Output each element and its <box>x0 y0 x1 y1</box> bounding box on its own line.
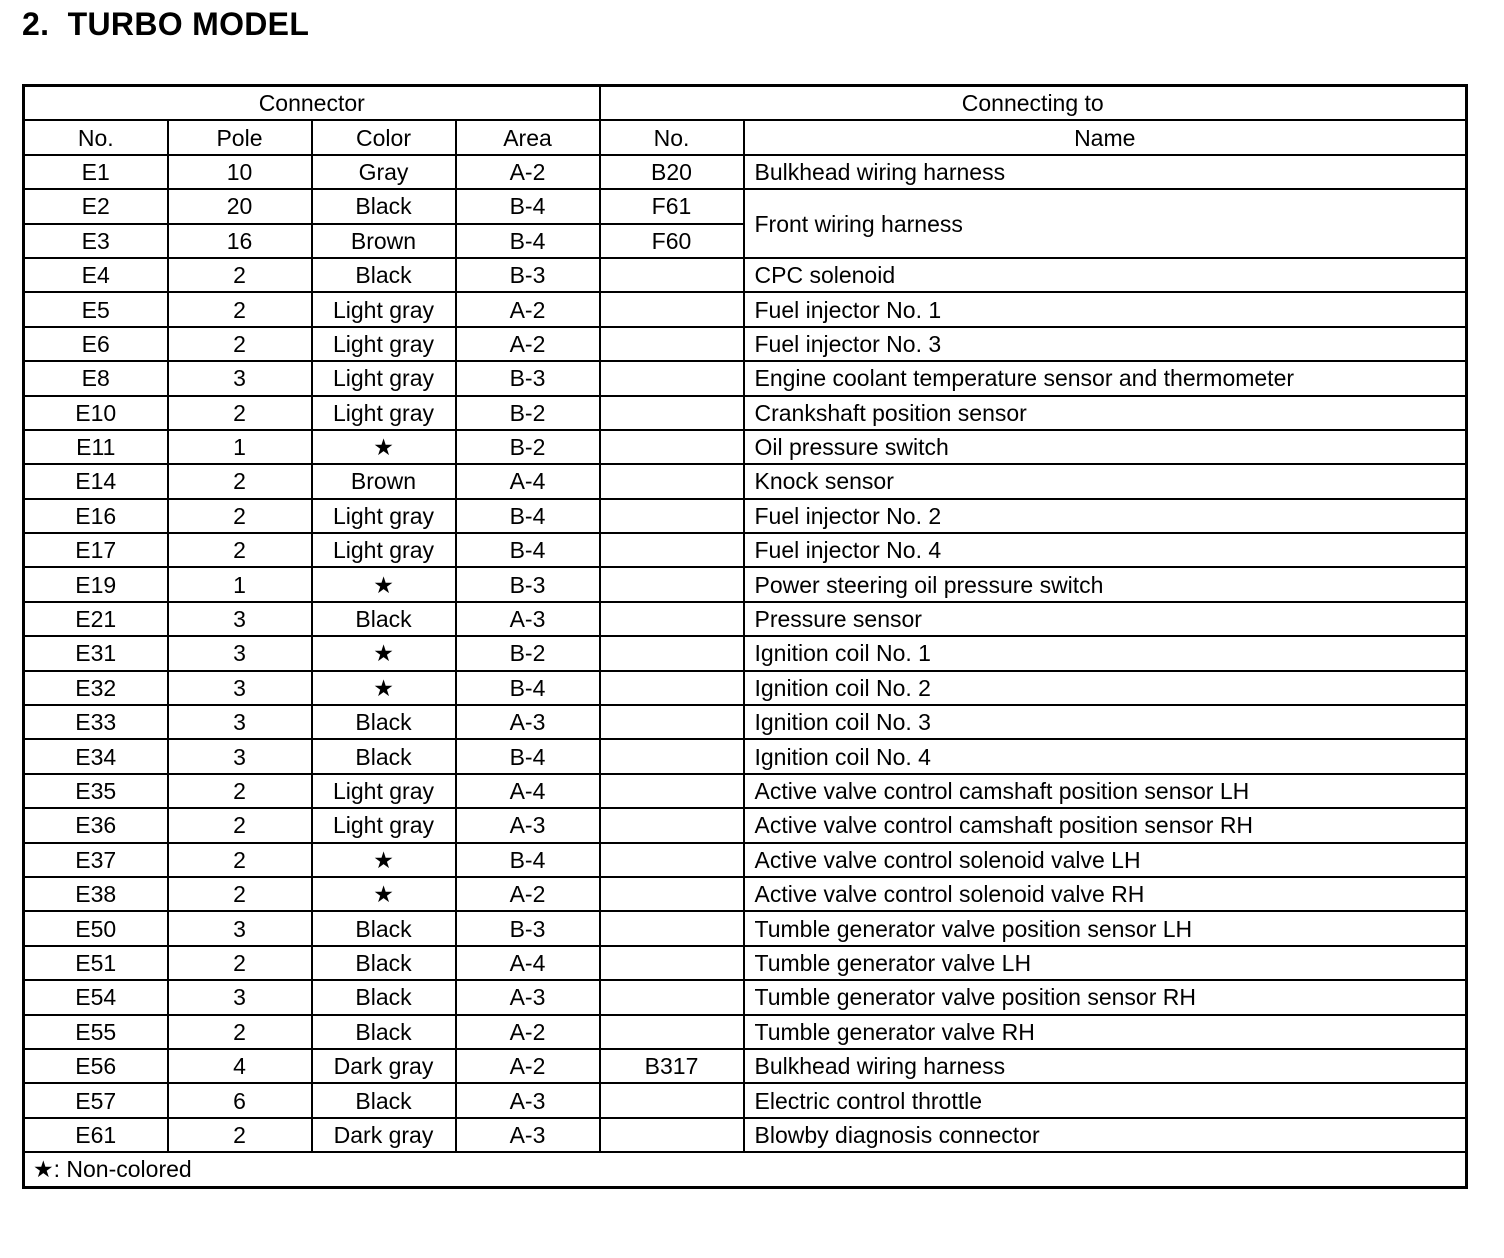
connector-no-cell: E36 <box>24 808 168 842</box>
table-row <box>24 877 1467 911</box>
name-cell: Knock sensor <box>744 464 1467 498</box>
pole-cell: 3 <box>168 911 312 945</box>
connecting-no-cell <box>600 464 744 498</box>
name-cell: Active valve control camshaft position sensor LH <box>744 774 1467 808</box>
connector-no-cell: E4 <box>24 258 168 292</box>
connector-no-cell: E32 <box>24 671 168 705</box>
connector-no-cell: E1 <box>24 155 168 189</box>
area-cell: A-3 <box>456 705 600 739</box>
connector-no-cell: E55 <box>24 1015 168 1049</box>
table-row <box>24 155 1467 189</box>
table-row <box>24 911 1467 945</box>
name-cell: Electric control throttle <box>744 1083 1467 1117</box>
area-cell: A-4 <box>456 946 600 980</box>
connector-no-cell: E54 <box>24 980 168 1014</box>
pole-cell: 2 <box>168 1015 312 1049</box>
connecting-no-cell <box>600 1083 744 1117</box>
color-cell: ★ <box>312 877 456 911</box>
connecting-no-cell: F61 <box>600 189 744 223</box>
connecting-no-cell <box>600 739 744 773</box>
table-row <box>24 705 1467 739</box>
area-cell: A-2 <box>456 1015 600 1049</box>
connector-no-cell: E31 <box>24 636 168 670</box>
table-row <box>24 1049 1467 1083</box>
name-cell: Fuel injector No. 2 <box>744 499 1467 533</box>
connecting-no-cell <box>600 946 744 980</box>
name-cell: Tumble generator valve RH <box>744 1015 1467 1049</box>
connector-no-cell: E14 <box>24 464 168 498</box>
connector-group-header: Connector <box>24 86 600 121</box>
column-header-pole: Pole <box>168 120 312 154</box>
connector-no-cell: E34 <box>24 739 168 773</box>
color-cell: Gray <box>312 155 456 189</box>
pole-cell: 3 <box>168 361 312 395</box>
connecting-no-cell <box>600 1118 744 1152</box>
table-row <box>24 396 1467 430</box>
name-cell: Ignition coil No. 4 <box>744 739 1467 773</box>
connector-no-cell: E8 <box>24 361 168 395</box>
pole-cell: 2 <box>168 292 312 326</box>
name-cell: Ignition coil No. 3 <box>744 705 1467 739</box>
connecting-no-cell <box>600 705 744 739</box>
area-cell: B-4 <box>456 224 600 258</box>
connecting-no-cell <box>600 843 744 877</box>
connecting-no-cell <box>600 980 744 1014</box>
color-cell: Black <box>312 602 456 636</box>
connecting-no-cell <box>600 774 744 808</box>
connector-no-cell: E61 <box>24 1118 168 1152</box>
table-row <box>24 1015 1467 1049</box>
connector-no-cell: E17 <box>24 533 168 567</box>
connecting-no-cell <box>600 361 744 395</box>
connecting-to-group-header: Connecting to <box>600 86 1467 121</box>
table-row <box>24 1083 1467 1117</box>
color-cell: Brown <box>312 464 456 498</box>
color-cell: ★ <box>312 843 456 877</box>
pole-cell: 2 <box>168 774 312 808</box>
table-row <box>24 774 1467 808</box>
connecting-no-cell <box>600 911 744 945</box>
footnote: ★: Non-colored <box>24 1152 1467 1187</box>
column-header-row <box>24 120 1467 154</box>
connector-no-cell: E11 <box>24 430 168 464</box>
table-row <box>24 671 1467 705</box>
area-cell: B-2 <box>456 396 600 430</box>
name-cell: Ignition coil No. 2 <box>744 671 1467 705</box>
pole-cell: 2 <box>168 533 312 567</box>
pole-cell: 2 <box>168 808 312 842</box>
pole-cell: 2 <box>168 877 312 911</box>
area-cell: A-4 <box>456 464 600 498</box>
area-cell: B-3 <box>456 361 600 395</box>
table-row <box>24 189 1467 223</box>
pole-cell: 2 <box>168 843 312 877</box>
name-cell: Active valve control solenoid valve LH <box>744 843 1467 877</box>
color-cell: Black <box>312 980 456 1014</box>
column-header-to-no: No. <box>600 120 744 154</box>
connector-no-cell: E21 <box>24 602 168 636</box>
table-row <box>24 258 1467 292</box>
name-cell: Fuel injector No. 3 <box>744 327 1467 361</box>
color-cell: Black <box>312 189 456 223</box>
column-header-area: Area <box>456 120 600 154</box>
name-cell: Bulkhead wiring harness <box>744 1049 1467 1083</box>
color-cell: Light gray <box>312 774 456 808</box>
pole-cell: 3 <box>168 980 312 1014</box>
connecting-no-cell <box>600 636 744 670</box>
name-cell: CPC solenoid <box>744 258 1467 292</box>
pole-cell: 16 <box>168 224 312 258</box>
area-cell: A-3 <box>456 602 600 636</box>
connector-no-cell: E16 <box>24 499 168 533</box>
pole-cell: 2 <box>168 464 312 498</box>
area-cell: B-3 <box>456 911 600 945</box>
color-cell: ★ <box>312 636 456 670</box>
table-row <box>24 430 1467 464</box>
color-cell: Black <box>312 705 456 739</box>
connector-no-cell: E38 <box>24 877 168 911</box>
connector-no-cell: E19 <box>24 567 168 601</box>
connecting-no-cell <box>600 396 744 430</box>
area-cell: A-3 <box>456 808 600 842</box>
area-cell: A-2 <box>456 877 600 911</box>
connector-no-cell: E37 <box>24 843 168 877</box>
color-cell: Light gray <box>312 361 456 395</box>
name-cell: Tumble generator valve position sensor LH <box>744 911 1467 945</box>
area-cell: B-4 <box>456 671 600 705</box>
area-cell: A-2 <box>456 327 600 361</box>
color-cell: Light gray <box>312 292 456 326</box>
area-cell: B-3 <box>456 258 600 292</box>
connecting-no-cell <box>600 499 744 533</box>
connecting-no-cell <box>600 877 744 911</box>
color-cell: Black <box>312 946 456 980</box>
color-cell: Black <box>312 1083 456 1117</box>
connecting-no-cell <box>600 292 744 326</box>
connector-no-cell: E5 <box>24 292 168 326</box>
connector-no-cell: E35 <box>24 774 168 808</box>
pole-cell: 2 <box>168 1118 312 1152</box>
table-row <box>24 327 1467 361</box>
name-cell: Active valve control camshaft position sensor RH <box>744 808 1467 842</box>
color-cell: Light gray <box>312 533 456 567</box>
table-row <box>24 980 1467 1014</box>
column-header-no: No. <box>24 120 168 154</box>
pole-cell: 6 <box>168 1083 312 1117</box>
pole-cell: 3 <box>168 739 312 773</box>
name-cell: Pressure sensor <box>744 602 1467 636</box>
connector-no-cell: E50 <box>24 911 168 945</box>
color-cell: Dark gray <box>312 1049 456 1083</box>
area-cell: B-2 <box>456 636 600 670</box>
table-row <box>24 602 1467 636</box>
area-cell: A-3 <box>456 1083 600 1117</box>
color-cell: Dark gray <box>312 1118 456 1152</box>
connector-no-cell: E51 <box>24 946 168 980</box>
connecting-no-cell <box>600 430 744 464</box>
area-cell: A-3 <box>456 1118 600 1152</box>
connecting-no-cell <box>600 671 744 705</box>
table-row <box>24 946 1467 980</box>
page-title: 2. TURBO MODEL <box>22 6 310 42</box>
table-row <box>24 533 1467 567</box>
connecting-no-cell <box>600 567 744 601</box>
pole-cell: 2 <box>168 396 312 430</box>
color-cell: ★ <box>312 430 456 464</box>
pole-cell: 3 <box>168 705 312 739</box>
name-cell: Tumble generator valve position sensor RH <box>744 980 1467 1014</box>
connecting-no-cell: B20 <box>600 155 744 189</box>
area-cell: A-2 <box>456 1049 600 1083</box>
pole-cell: 20 <box>168 189 312 223</box>
table-row <box>24 1118 1467 1152</box>
connector-no-cell: E33 <box>24 705 168 739</box>
pole-cell: 2 <box>168 258 312 292</box>
table-row <box>24 499 1467 533</box>
table-row <box>24 808 1467 842</box>
color-cell: Black <box>312 258 456 292</box>
color-cell: Black <box>312 739 456 773</box>
connecting-no-cell: B317 <box>600 1049 744 1083</box>
connector-table <box>22 84 1468 1189</box>
pole-cell: 2 <box>168 946 312 980</box>
area-cell: B-4 <box>456 739 600 773</box>
connector-no-cell: E6 <box>24 327 168 361</box>
area-cell: B-3 <box>456 567 600 601</box>
name-cell: Tumble generator valve LH <box>744 946 1467 980</box>
pole-cell: 2 <box>168 327 312 361</box>
name-cell: Engine coolant temperature sensor and thermometer <box>744 361 1467 395</box>
name-cell: Crankshaft position sensor <box>744 396 1467 430</box>
pole-cell: 10 <box>168 155 312 189</box>
area-cell: B-4 <box>456 533 600 567</box>
column-header-color: Color <box>312 120 456 154</box>
area-cell: A-2 <box>456 292 600 326</box>
name-cell: Blowby diagnosis connector <box>744 1118 1467 1152</box>
area-cell: B-4 <box>456 499 600 533</box>
connector-no-cell: E10 <box>24 396 168 430</box>
area-cell: B-2 <box>456 430 600 464</box>
connecting-no-cell <box>600 327 744 361</box>
column-header-name: Name <box>744 120 1467 154</box>
connecting-no-cell <box>600 602 744 636</box>
name-cell: Ignition coil No. 1 <box>744 636 1467 670</box>
color-cell: Black <box>312 911 456 945</box>
connecting-no-cell <box>600 258 744 292</box>
color-cell: Brown <box>312 224 456 258</box>
connecting-no-cell: F60 <box>600 224 744 258</box>
connector-no-cell: E57 <box>24 1083 168 1117</box>
pole-cell: 3 <box>168 671 312 705</box>
area-cell: A-2 <box>456 155 600 189</box>
table-row <box>24 843 1467 877</box>
connector-no-cell: E56 <box>24 1049 168 1083</box>
color-cell: Black <box>312 1015 456 1049</box>
area-cell: B-4 <box>456 189 600 223</box>
connecting-no-cell <box>600 533 744 567</box>
connecting-no-cell <box>600 808 744 842</box>
color-cell: ★ <box>312 671 456 705</box>
name-cell: Fuel injector No. 1 <box>744 292 1467 326</box>
table-row <box>24 292 1467 326</box>
table-row <box>24 464 1467 498</box>
pole-cell: 3 <box>168 636 312 670</box>
table-row <box>24 361 1467 395</box>
group-header-row <box>24 86 1467 121</box>
name-cell: Power steering oil pressure switch <box>744 567 1467 601</box>
name-cell: Oil pressure switch <box>744 430 1467 464</box>
table-row <box>24 567 1467 601</box>
name-cell: Active valve control solenoid valve RH <box>744 877 1467 911</box>
area-cell: A-3 <box>456 980 600 1014</box>
connector-no-cell: E3 <box>24 224 168 258</box>
color-cell: Light gray <box>312 808 456 842</box>
color-cell: Light gray <box>312 327 456 361</box>
color-cell: Light gray <box>312 499 456 533</box>
pole-cell: 2 <box>168 499 312 533</box>
connecting-no-cell <box>600 1015 744 1049</box>
footnote-row <box>24 1152 1467 1187</box>
color-cell: Light gray <box>312 396 456 430</box>
area-cell: A-4 <box>456 774 600 808</box>
name-cell: Fuel injector No. 4 <box>744 533 1467 567</box>
pole-cell: 1 <box>168 430 312 464</box>
color-cell: ★ <box>312 567 456 601</box>
area-cell: B-4 <box>456 843 600 877</box>
table-row <box>24 636 1467 670</box>
table-row <box>24 739 1467 773</box>
name-cell: Front wiring harness <box>744 189 1467 258</box>
pole-cell: 4 <box>168 1049 312 1083</box>
pole-cell: 1 <box>168 567 312 601</box>
name-cell: Bulkhead wiring harness <box>744 155 1467 189</box>
connector-no-cell: E2 <box>24 189 168 223</box>
pole-cell: 3 <box>168 602 312 636</box>
